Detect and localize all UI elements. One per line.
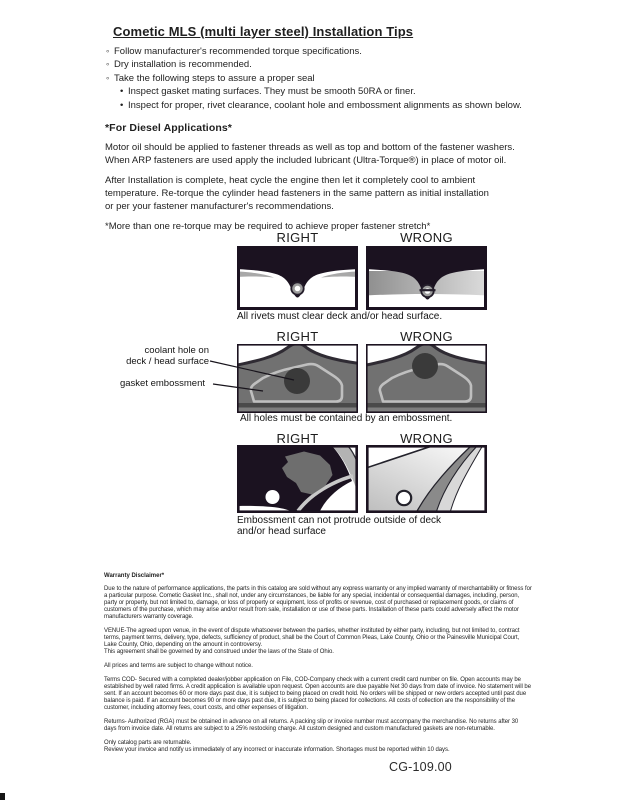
wrong-label: WRONG: [400, 230, 453, 245]
installation-tips-section: [105, 24, 525, 233]
page-code: CG-109.00: [389, 760, 452, 774]
legal-paragraph: Review your invoice and notify us immediately of any incorrect or inaccurate information. Shortages must be reported within 10 days.: [104, 747, 450, 753]
deck-right-graphic: [237, 445, 358, 513]
diagram-embossment-wrong: [366, 344, 487, 418]
paragraph-line: *More than one re-torque may be required to achieve proper fastener stretch*: [105, 221, 431, 233]
coolant-hole-callout: [90, 345, 209, 367]
bullet-marker: •: [120, 99, 124, 111]
tips-list: [105, 45, 525, 112]
list-item-text: Inspect for proper, rivet clearance, coolant hole and embossment alignments as shown below.: [128, 99, 522, 111]
page-title: Cometic MLS (multi layer steel) Installation Tips: [113, 24, 414, 39]
callout-line: gasket embossment: [119, 378, 205, 389]
bullet-marker: ◦: [106, 72, 110, 84]
callout-line: deck / head surface: [126, 356, 209, 367]
caption-line: and/or head surface: [237, 525, 326, 537]
paragraph: [105, 174, 525, 213]
caption-line: Embossment can not protrude outside of deck: [237, 515, 442, 526]
list-item: [120, 99, 525, 112]
holes-caption: All holes must be contained by an embossment.: [240, 413, 453, 424]
gasket-embossment-callout: [90, 378, 205, 389]
callout-pointer-lines: [205, 355, 300, 400]
list-item-text: Inspect gasket mating surfaces. They must be smooth 50RA or finer.: [128, 86, 416, 98]
right-label: RIGHT: [276, 329, 319, 344]
embossment-wrong-graphic: [366, 344, 487, 413]
right-label: RIGHT: [276, 431, 319, 446]
legal-paragraph: Due to the nature of performance applications, the parts in this catalog are sold without any express warranty or any implied warranty of merchantability or fitness for a particular purpose. Cometic Gasket Inc., shall not, under any circumstances, be liable for any special, incidental or consequential damages, including, person, party or property, but not limited to, damage, or loss of property or equipment, loss of profits or revenue, cost of purchased or replacement goods, or claims of customers of the purchase, which may arise and/or result from sale, installation or use of these parts. Installation of these parts could adversely affect the motor manufacturers warranty coverage.: [104, 586, 532, 620]
bullet-marker: ◦: [106, 46, 110, 57]
right-label: RIGHT: [276, 230, 319, 245]
paragraph-line: When ARP fasteners are used apply the included lubricant (Ultra-Torque®) in place of motor oil.: [105, 155, 507, 167]
rivet-right-graphic: [237, 246, 358, 310]
wrong-label: WRONG: [400, 431, 453, 446]
list-item: [106, 72, 525, 85]
diesel-applications-heading: *For Diesel Applications*: [105, 122, 232, 135]
legal-paragraph: Returns- Authorized (RGA) must be obtained in advance on all returns. A packing slip or invoice number must accompany the merchandise. No returns after 30 days from invoice date. All returns are subject to a 25% restocking charge. All custom designed and custom manufactured gaskets are non-returnable.: [104, 719, 519, 732]
legal-paragraph: All prices and terms are subject to change without notice.: [104, 663, 253, 669]
deck-wrong-graphic: [366, 445, 487, 513]
scan-corner-artifact: [0, 793, 5, 800]
wrong-label: WRONG: [400, 329, 453, 344]
bullet-marker: ◦: [106, 59, 110, 71]
paragraph: [105, 141, 525, 167]
bullet-marker: •: [120, 86, 124, 98]
list-item: [106, 45, 525, 58]
diagram-deck-right: [237, 445, 358, 518]
callout-line: coolant hole on: [144, 345, 209, 356]
list-item: [106, 58, 525, 71]
deck-caption: [237, 516, 441, 537]
diagram-deck-wrong: [366, 445, 487, 518]
list-item-text: Take the following steps to assure a proper seal: [114, 72, 315, 84]
paragraph-line: temperature. Re-torque the cylinder head fasteners in the same pattern as initial installation: [105, 188, 489, 200]
list-item-text: Follow manufacturer's recommended torque specifications.: [114, 46, 362, 57]
list-item: [120, 85, 525, 98]
warranty-disclaimer-section: [104, 573, 532, 761]
legal-paragraph: Terms COD- Secured with a completed dealer/jobber application on File, COD-Company check with a current credit card number on file. Open accounts may be established by well rated firms. A credit application is available upon request. Open accounts are due payable Net 30 days from date of invoice. No statement will be sent. If an account becomes 60 or more days past due, it is subject to being placed on credit hold. No orders will be shipped or new orders accepted until past due balance is paid. If an account becomes 90 or more days past due, it is subject to being placed for collections. All costs of collection are the responsibility of the customer, including attorney fees, court costs, and other expenses of litigation.: [104, 677, 531, 711]
paragraph-line: Motor oil should be applied to fastener threads as well as top and bottom of the fastener washers.: [105, 142, 515, 154]
diagram-rivet-wrong: [366, 246, 487, 315]
paragraph-line: or per your fastener manufacturer's recommendations.: [105, 201, 334, 213]
rivet-caption: All rivets must clear deck and/or head surface.: [237, 311, 443, 322]
legal-paragraph: This agreement shall be governed by and construed under the laws of the State of Ohio.: [104, 649, 334, 655]
list-item-text: Dry installation is recommended.: [114, 59, 252, 71]
warranty-disclaimer-heading: Warranty Disclaimer*: [104, 573, 165, 579]
diagram-rivet-right: [237, 246, 358, 315]
legal-paragraph: Only catalog parts are returnable.: [104, 740, 192, 746]
legal-paragraph: VENUE-The agreed upon venue, in the event of dispute whatsoever between the parties, whether instituted by either party, including, but not limited to, contract terms, payment terms, delivery, type, defects, sufficiency of product, shall be the Court of Common Pleas, Lake County, Ohio or the Painesville Municipal Court, Lake County, Ohio, depending on the amount in controversy.: [104, 628, 520, 648]
paragraph-line: After Installation is complete, heat cycle the engine then let it completely cool to ambient: [105, 175, 476, 187]
rivet-wrong-graphic: [366, 246, 487, 310]
